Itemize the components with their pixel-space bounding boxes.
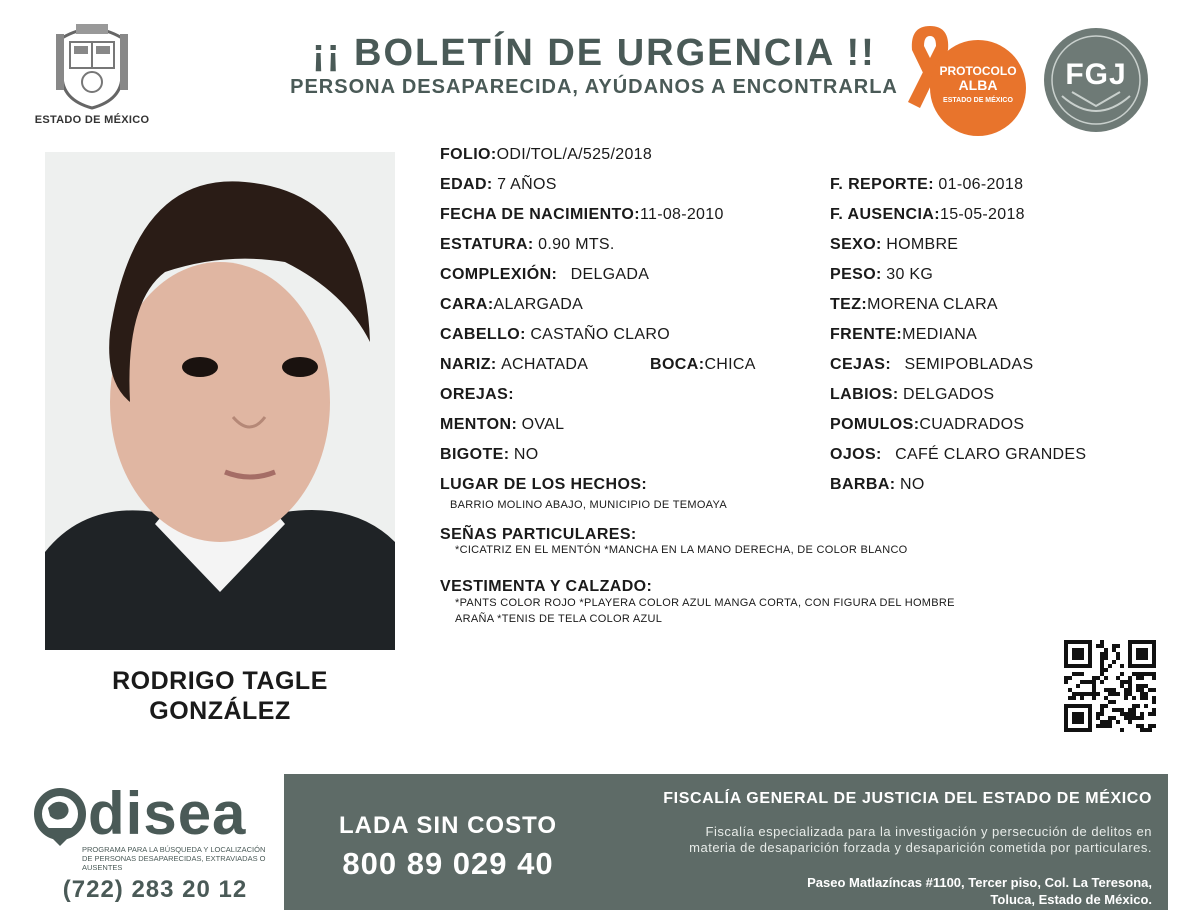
- field-value: 15-05-2018: [940, 206, 1025, 223]
- odisea-sub-line2: DE PERSONAS DESAPARECIDAS, EXTRAVIADAS O: [82, 854, 266, 863]
- field-cejas: [830, 355, 1033, 375]
- field-vestimenta-value-2: ARAÑA *TENIS DE TELA COLOR AZUL: [455, 613, 663, 625]
- field-lugar-label: [440, 475, 647, 495]
- protocolo-alba-logo: [900, 22, 1030, 132]
- fgj-logo-text: FGJ: [1065, 58, 1127, 91]
- field-label: OJOS:: [830, 446, 882, 463]
- field-cara: [440, 295, 583, 315]
- field-label: SEXO:: [830, 236, 882, 253]
- field-frente: [830, 325, 977, 345]
- field-label: LUGAR DE LOS HECHOS:: [440, 476, 648, 493]
- field-value: 30 KG: [886, 266, 934, 283]
- odisea-location-pin-icon: [34, 788, 86, 848]
- field-label: PESO:: [830, 266, 882, 283]
- field-value: 0.90 MTS.: [538, 236, 615, 253]
- field-fecha-nacimiento: [440, 205, 724, 225]
- field-value: CUADRADOS: [919, 416, 1025, 433]
- field-value: DELGADA: [570, 266, 650, 283]
- person-name-line2: GONZÁLEZ: [149, 697, 291, 725]
- field-edad: [440, 175, 557, 195]
- field-label: BARBA:: [830, 476, 896, 493]
- person-photo: [45, 152, 395, 650]
- field-label: TEZ:: [830, 296, 868, 313]
- field-label: CARA:: [440, 296, 494, 313]
- field-label: CABELLO:: [440, 326, 526, 343]
- field-label: ESTATURA:: [440, 236, 534, 253]
- field-tez: [830, 295, 998, 315]
- alba-line2: ALBA: [958, 77, 998, 93]
- page-subtitle: PERSONA DESAPARECIDA, AYÚDANOS A ENCONTRARLA: [290, 76, 898, 98]
- field-complexion: [440, 265, 649, 285]
- odisea-subtitle: [82, 845, 282, 872]
- field-label: SEÑAS PARTICULARES:: [440, 526, 637, 543]
- field-label: FRENTE:: [830, 326, 903, 343]
- field-label: FECHA DE NACIMIENTO:: [440, 206, 640, 223]
- fgj-address: [600, 874, 1152, 908]
- field-value: 01-06-2018: [938, 176, 1024, 193]
- fgj-addr-line1: Paseo Matlazíncas #1100, Tercer piso, Col. La Teresona,: [807, 875, 1152, 890]
- field-bigote: [440, 445, 539, 465]
- field-orejas: [440, 385, 514, 405]
- alba-line1: PROTOCOLO: [939, 64, 1017, 78]
- field-folio: [440, 145, 652, 165]
- field-value: DELGADOS: [903, 386, 995, 403]
- field-value: MEDIANA: [902, 326, 978, 343]
- field-label: VESTIMENTA Y CALZADO:: [440, 578, 653, 595]
- field-value: 7 AÑOS: [497, 176, 557, 193]
- field-barba: [830, 475, 925, 495]
- field-value: CASTAÑO CLARO: [530, 326, 670, 343]
- field-value: OVAL: [521, 416, 565, 433]
- field-estatura: [440, 235, 615, 255]
- field-sexo: [830, 235, 958, 255]
- state-label: ESTADO DE MÉXICO: [34, 114, 150, 126]
- qr-code-icon[interactable]: [1064, 640, 1156, 732]
- field-value: ACHATADA: [501, 356, 589, 373]
- field-value: HOMBRE: [886, 236, 959, 253]
- person-name: [45, 666, 395, 726]
- field-value: CAFÉ CLARO GRANDES: [895, 446, 1087, 463]
- fgj-description: [600, 824, 1152, 856]
- field-label: CEJAS:: [830, 356, 892, 373]
- field-value: CHICA: [704, 356, 756, 373]
- lada-number[interactable]: 800 89 029 40: [342, 846, 554, 881]
- odisea-sub-line3: AUSENTES: [82, 863, 123, 872]
- field-lugar-value: BARRIO MOLINO ABAJO, MUNICIPIO DE TEMOAYA: [450, 499, 727, 511]
- field-label: BOCA:: [650, 356, 705, 373]
- field-vestimenta-label: [440, 577, 652, 597]
- field-value: ODI/TOL/A/525/2018: [496, 146, 653, 163]
- field-labios: [830, 385, 994, 405]
- field-label: EDAD:: [440, 176, 493, 193]
- field-label: COMPLEXIÓN:: [440, 266, 558, 283]
- field-label: OREJAS:: [440, 386, 514, 403]
- lada-title: LADA SIN COSTO: [338, 812, 557, 839]
- fgj-title: FISCALÍA GENERAL DE JUSTICIA DEL ESTADO DE MÉXICO: [663, 790, 1152, 807]
- person-name-line1: RODRIGO TAGLE: [112, 667, 328, 695]
- alba-line3: ESTADO DE MÉXICO: [943, 97, 1013, 104]
- field-label: NARIZ:: [440, 356, 497, 373]
- field-value: 11-08-2010: [640, 206, 724, 223]
- field-cabello: [440, 325, 670, 345]
- field-label: POMULOS:: [830, 416, 920, 433]
- field-label: LABIOS:: [830, 386, 899, 403]
- fgj-seal: [1042, 26, 1150, 134]
- field-value: SEMIPOBLADAS: [904, 356, 1034, 373]
- field-label: BIGOTE:: [440, 446, 510, 463]
- field-pomulos: [830, 415, 1024, 435]
- field-value: ALARGADA: [493, 296, 584, 313]
- field-value: NO: [513, 446, 539, 463]
- field-vestimenta-value-1: *PANTS COLOR ROJO *PLAYERA COLOR AZUL MANGA CORTA, CON FIGURA DEL HOMBRE: [455, 597, 955, 609]
- field-senas-value: *CICATRIZ EN EL MENTÓN *MANCHA EN LA MANO DERECHA, DE COLOR BLANCO: [455, 544, 908, 556]
- field-f-ausencia: [830, 205, 1025, 225]
- odisea-word: disea: [88, 780, 247, 847]
- fgj-addr-line2: Toluca, Estado de México.: [990, 892, 1152, 907]
- field-label: FOLIO:: [440, 146, 497, 163]
- field-peso: [830, 265, 933, 285]
- field-label: F. AUSENCIA:: [830, 206, 940, 223]
- odisea-sub-line1: PROGRAMA PARA LA BÚSQUEDA Y LOCALIZACIÓN: [82, 845, 266, 854]
- field-value: NO: [899, 476, 925, 493]
- field-label: MENTON:: [440, 416, 518, 433]
- field-menton: [440, 415, 564, 435]
- field-nariz: [440, 355, 588, 375]
- odisea-phone[interactable]: (722) 283 20 12: [62, 876, 248, 903]
- fgj-desc-line1: Fiscalía especializada para la investigación y persecución de delitos en: [705, 824, 1152, 839]
- fgj-desc-line2: materia de desaparición forzada y desaparición cometida por particulares.: [689, 840, 1152, 855]
- field-boca: [650, 355, 756, 375]
- field-f-reporte: [830, 175, 1023, 195]
- field-ojos: [830, 445, 1086, 465]
- field-label: F. REPORTE:: [830, 176, 934, 193]
- page-title: ¡¡ BOLETÍN DE URGENCIA !!: [312, 32, 876, 74]
- field-value: MORENA CLARA: [867, 296, 998, 313]
